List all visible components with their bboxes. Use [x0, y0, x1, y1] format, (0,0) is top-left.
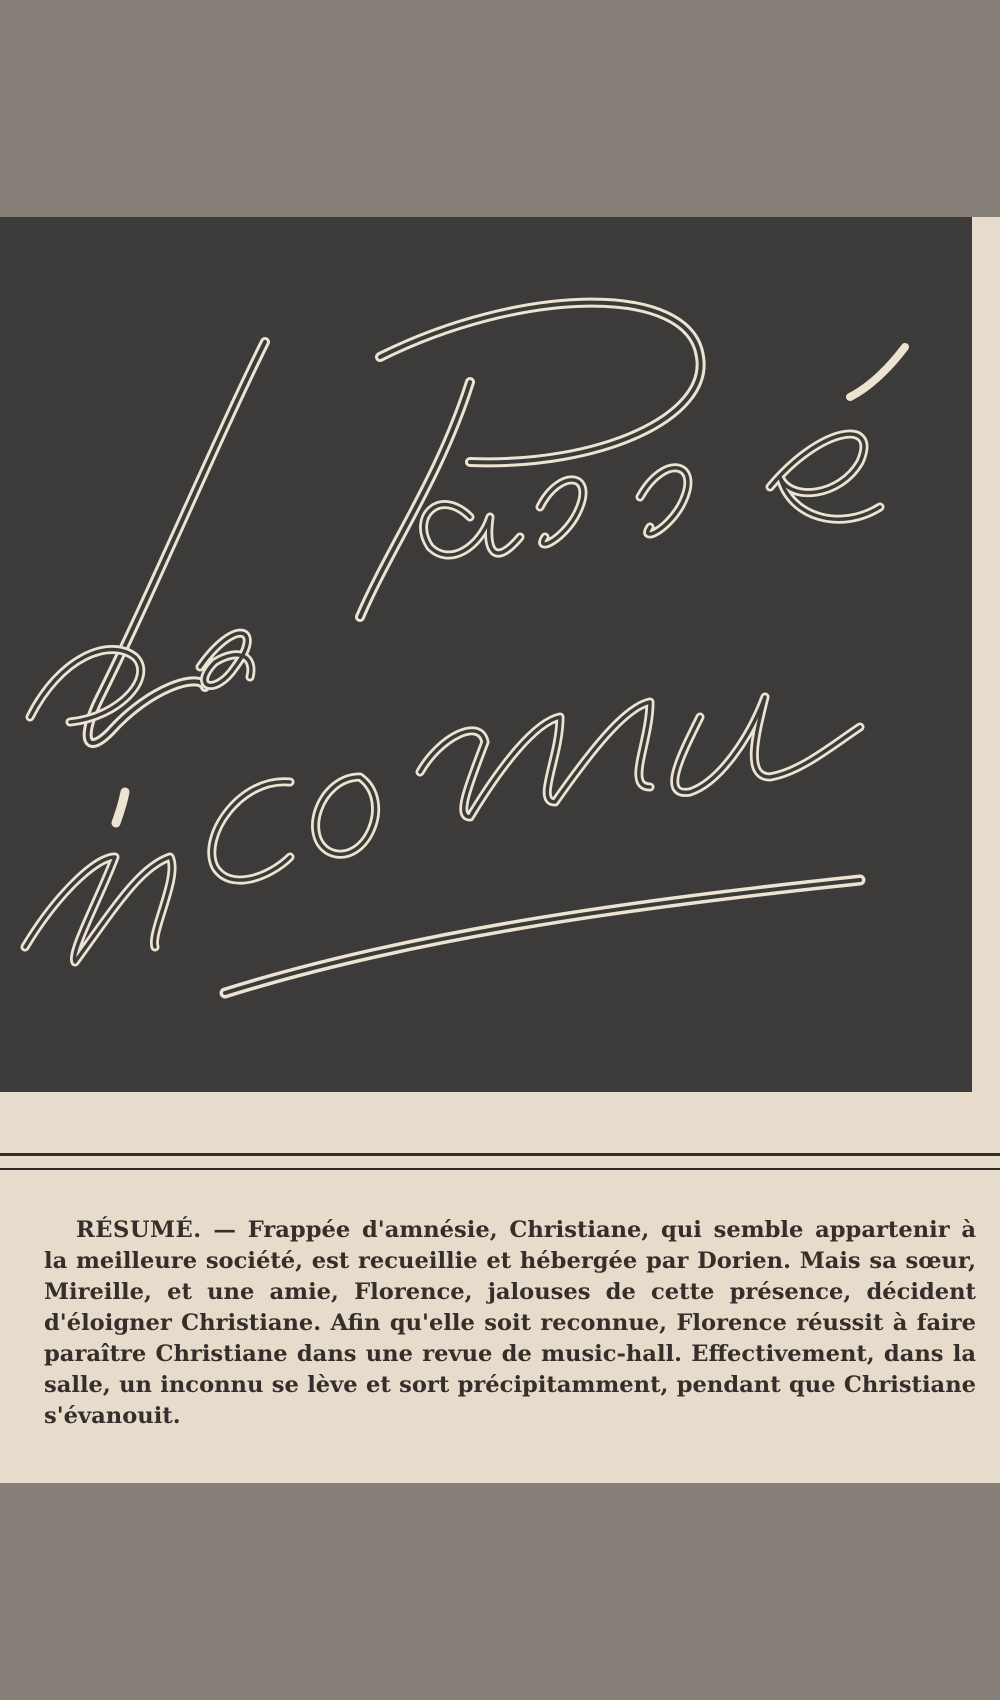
lettering-in: [25, 857, 172, 962]
title-panel: [0, 217, 972, 1092]
summary-paragraph: [44, 1215, 976, 1432]
lettering-underline: [225, 880, 860, 993]
summary-text: — Frappée d'amnésie, Christiane, qui semble appartenir à la meilleure société, est recueillie et hébergée par Dorien. Mais sa sœur, Mireille, et une amie, Florence, jalouses de cette présence, décident d'éloigner Christiane. Afin qu'elle soit reconnue, Florence réussit à faire paraître Christiane dans une revue de music-hall. Effectivement, dans la salle, un inconnu se lève et sort précipitamment, pendant que Christiane s'évanouit.: [44, 1217, 976, 1429]
lettering-o: [316, 777, 376, 854]
lettering-p-top: [380, 303, 701, 463]
divider-rule-thin: [0, 1168, 1000, 1170]
divider-rule: [0, 1153, 1000, 1156]
lettering-a: [424, 505, 520, 555]
lettering-i-dot: [116, 792, 125, 823]
lettering-nn: [420, 702, 650, 817]
lettering-accent: [850, 347, 905, 397]
newspaper-clipping: [0, 217, 1000, 1483]
title-lettering: [0, 217, 972, 1092]
summary-lead: RÉSUMÉ.: [76, 1217, 202, 1243]
